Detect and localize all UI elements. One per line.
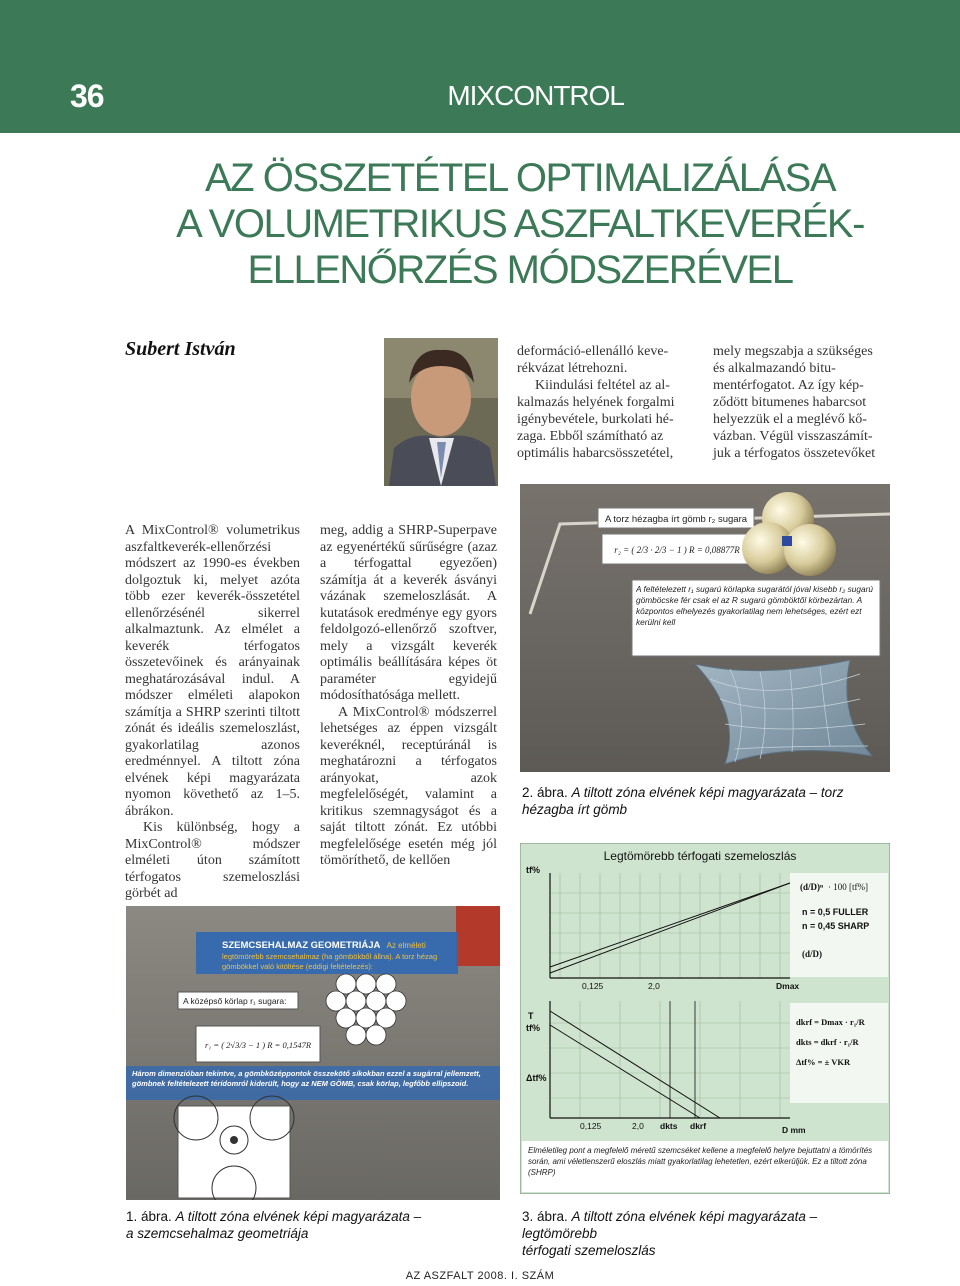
fig1-heading: SZEMCSEHALMAZ GEOMETRIÁJA	[222, 940, 380, 951]
caption-text: a szemcsehalmaz geometriája	[126, 1226, 309, 1241]
fig3-eq2: dkts = dkrf · r₁/R	[796, 1037, 859, 1047]
fig3-title: Legtömörebb térfogati szemeloszlás	[603, 849, 797, 863]
text-line: és alkalmazandó bitu-	[713, 361, 836, 376]
fig3-bottom-y-label: T	[528, 1011, 534, 1021]
fig1-sub1: legtömörebb szemcsehalmaz (ha gömbökből állna). A torz hézag	[222, 952, 438, 961]
body-column-1	[125, 523, 300, 903]
fig3-bottom-tick: 0,125	[580, 1121, 602, 1131]
paragraph: Kis különbség, hogy a MixControl® módszer elméleti úton számított térfogatos szemeloszlási görbét ad	[125, 820, 300, 901]
svg-text:(d/D)ⁿ: (d/D)ⁿ	[800, 882, 824, 892]
body-column-2	[320, 523, 497, 870]
caption-text: A tiltott zóna elvének képi magyarázata – legtömörebb	[522, 1209, 818, 1241]
text-line: ződött bitumenes habarcsot	[713, 395, 867, 410]
caption-text: térfogati szemeloszlás	[522, 1243, 656, 1258]
title-line: ELLENŐRZÉS MÓDSZERÉVEL	[247, 248, 793, 292]
fig2-note: A feltételezett r₁ sugarú körlapka sugarától jóval kisebb r₂ sugarú gömböcske fér csak el az R sugarú gömböktől körbezártan. A központos elhelyezés gyakorlatilag nem lehetséges, ezért ezt kerülni kell	[636, 584, 873, 627]
caption-number: 2. ábra.	[522, 785, 568, 800]
text-line: igénybevétele, burkolati hé-	[517, 412, 674, 427]
fig1-box-label: A középső körlap r₁ sugara:	[183, 996, 287, 1006]
fig3-top-x-axis: (d/D)	[802, 949, 822, 959]
fig3-top-formula: · 100 [tf%]	[828, 882, 868, 892]
fig3-tick: 2,0	[648, 981, 660, 991]
article-title	[150, 155, 890, 293]
svg-text:SZEMCSEHALMAZ GEOMETRIÁJA	[222, 940, 426, 951]
figure-2-caption	[522, 784, 892, 818]
figure-3-chart	[520, 843, 890, 1194]
fig3-legend-fuller: n = 0,5 FULLER	[802, 907, 869, 917]
intro-column-2	[713, 343, 893, 462]
author-name: Subert István	[125, 338, 236, 360]
header-band	[0, 0, 960, 133]
fig1-heading-rest: Az elméleti	[386, 941, 426, 950]
fig1-formula: r₁ = ( 2√3/3 − 1 ) R = 0,1547R	[204, 1040, 312, 1050]
caption-number: 3. ábra.	[522, 1209, 568, 1224]
fig3-note: Elméletileg pont a megfelelő méretű szemcséket kellene a megfelelő helyre bejuttatni a tömörítés során, ami véletlenszerű eloszlás miatt gyakorlatilag lehetetlen, ezért elkerüljük. Ez a tiltott zóna (SHRP)	[528, 1146, 873, 1177]
caption-number: 1. ábra.	[126, 1209, 172, 1224]
fig3-legend-sharp: n = 0,45 SHARP	[802, 921, 870, 931]
fig3-bottom-tick: dkrf	[690, 1121, 707, 1131]
fig3-eq3: Δtf% = ± VKR	[796, 1057, 851, 1067]
author-portrait	[384, 338, 498, 486]
fig3-eq1: dkrf = Dmax · r₁/R	[796, 1017, 865, 1027]
section-title: MIXCONTROL	[447, 80, 624, 111]
text-line: Kiindulási feltétel az al-	[535, 378, 670, 393]
text-line: juk a térfogatos összetevőket	[713, 446, 876, 461]
paragraph: A MixControl® volumetrikus aszfaltkeverék-ellenőrzési módszert az 1990-es években dolgoztuk ki, melyet azóta több ezer keverék-összetétel ellenőrzésénél sikerrel alkalmaztunk. Az elmélet a keverék térfogatos összetevőinek és arányainak meghatározásával indul. A módszer elméleti alapokon számítja a SHRP szerinti tiltott zónát és ideális szemeloszlást, gyakorlatilag azonos eredménnyel. A tiltott zóna elvének képi magyarázata nyomon követhető az 1–5. ábrákon.	[125, 523, 300, 819]
fig3-bottom-tick: 2,0	[632, 1121, 644, 1131]
caption-text: A tiltott zóna elvének képi magyarázata –	[175, 1209, 422, 1224]
text-line: optimális habarcsösszetétel,	[517, 446, 674, 461]
fig3-bottom-y-label: tf%	[526, 1023, 540, 1033]
intro-column-1	[517, 343, 696, 462]
fig3-top-y-label: tf%	[526, 865, 540, 875]
fig3-bottom-tick: dkts	[660, 1121, 678, 1131]
page-number: 36	[70, 78, 104, 114]
fig1-sub2: gömbökkel való kitöltése (eddigi feltételezés):	[222, 962, 373, 971]
text-line: mentérfogatot. Az így kép-	[713, 378, 864, 393]
text-line: mely megszabja a szükséges	[713, 344, 873, 359]
text-line: rékvázat létrehozni.	[517, 361, 628, 376]
figure-3-caption	[522, 1208, 892, 1259]
text-line: kalmazás helyének forgalmi	[517, 395, 675, 410]
fig3-tick: Dmax	[776, 981, 800, 991]
fig2-label: A torz hézagba írt gömb r₂ sugara	[604, 514, 748, 525]
text-line: vázban. Végül visszaszámít-	[713, 429, 873, 444]
fig3-bottom-y-label: Δtf%	[526, 1073, 547, 1083]
text-line: deformáció-ellenálló keve-	[517, 344, 669, 359]
figure-1-caption	[126, 1208, 496, 1242]
text-line: zaga. Ebből számítható az	[517, 429, 664, 444]
title-line: AZ ÖSSZETÉTEL OPTIMALIZÁLÁSA	[204, 156, 835, 200]
figure-1-image	[126, 906, 500, 1200]
fig2-formula: r₂ = ( 2/3 · 2/3 − 1 ) R = 0,08877R	[614, 545, 740, 555]
text-line: helyezzük el a meglévő kő-	[713, 412, 867, 427]
title-line: A VOLUMETRIKUS ASZFALTKEVERÉK-	[176, 202, 864, 246]
page-footer: AZ ASZFALT 2008. I. SZÁM	[405, 1270, 555, 1282]
fig3-tick: 0,125	[582, 981, 604, 991]
paragraph: A MixControl® módszerrel lehetséges az éppen vizsgált keveréknél, receptúránál is meghatározni a térfogatos arányokat, azok megfelelőségét, valamint a kritikus szemnagyságot és a saját tiltott zónát. Ez utóbbi megfelelősége esetén még jól tömöríthető, de kellően	[320, 704, 497, 868]
fig3-bottom-x-axis: D mm	[782, 1125, 806, 1135]
fig1-bottom-note: Három dimenzióban tekintve, a gömbközéppontok összekötő síkokban ezzel a sugárral jellemzett, gömbnek feltételezett térídomról kiderült, hogy az NEM GÖMB, csak körlap, legfőbb ellipszoid.	[132, 1069, 481, 1088]
paragraph: meg, addig a SHRP-Superpave az egyenértékű sűrűségre (azaz a térfogattal egyezően) számítja át a keverék ásványi vázának szemeloszlását. A kutatások eredménye egy gyors feldolgozó-ellenőrző szoftver, mely a vizsgált keverék optimális beállítására képes öt paraméter egyidejű módosíthatósága mellett.	[320, 523, 497, 703]
caption-text: A tiltott zóna elvének képi magyarázata – torz hézagba írt gömb	[522, 785, 844, 817]
figure-2-image	[520, 484, 890, 772]
